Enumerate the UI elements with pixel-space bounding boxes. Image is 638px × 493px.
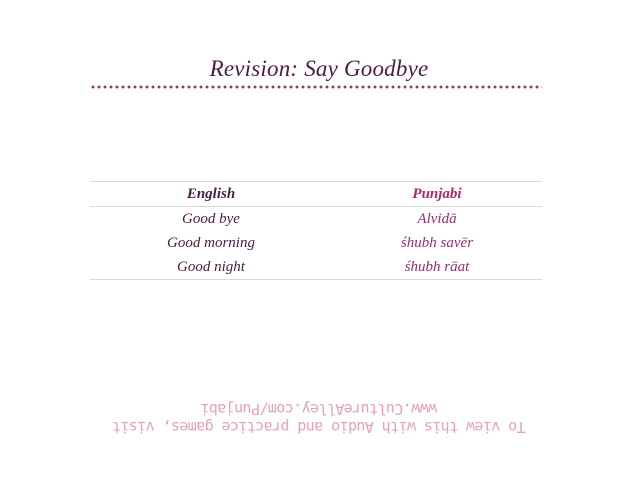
table-row — [90, 231, 542, 255]
punjabi-cell: Alvidā — [417, 211, 457, 227]
table-header-row — [90, 182, 542, 207]
footer-note: To view this with Audio and practice games, visit www.CultureAlley.com/Punjabi — [112, 400, 526, 436]
punjabi-cell: śhubh savēr — [400, 235, 474, 251]
table-row — [90, 255, 542, 280]
header-english: English — [186, 186, 236, 202]
english-cell: Good morning — [167, 235, 255, 251]
table-row — [90, 207, 542, 232]
dotted-divider — [90, 85, 542, 89]
slide-title: Revision: Say Goodbye — [209, 56, 429, 81]
english-cell: Good night — [177, 259, 245, 275]
punjabi-cell: śhubh rāat — [404, 259, 470, 275]
english-cell: Good bye — [182, 211, 240, 227]
header-punjabi: Punjabi — [412, 186, 462, 202]
vocab-table — [90, 181, 542, 280]
